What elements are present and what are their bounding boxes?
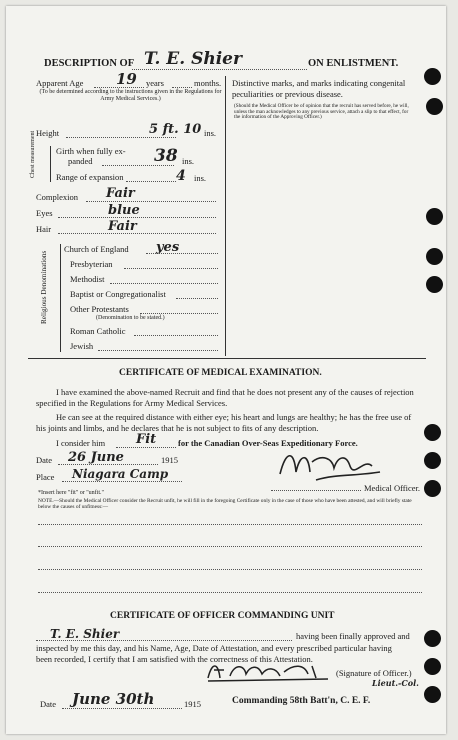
complexion-value: Fair [106, 186, 135, 201]
punch-hole [426, 98, 443, 115]
title-left: DESCRIPTION OF [44, 58, 135, 69]
months-label: months. [194, 78, 222, 88]
medical-place-value: Niagara Camp [72, 467, 169, 481]
expansion-value: 4 [176, 168, 186, 184]
officer-date-label: Date [40, 699, 57, 709]
girth-value: 38 [154, 146, 178, 166]
medical-date-label: Date [36, 455, 53, 465]
religion-value-church-of-england: yes [156, 240, 180, 255]
title-right: ON ENLISTMENT. [308, 58, 399, 69]
religion-item-baptist: Baptist or Congregationalist [70, 289, 166, 299]
officer-recruit-name: T. E. Shier [50, 627, 120, 641]
religion-side-label: Religious Denominations [40, 250, 48, 324]
punch-hole [424, 480, 441, 497]
medical-para-1: I have examined the above-named Recruit and find that he does not present any of the causes of rejection specified in the Regulations for Army Medical Services. [36, 387, 414, 408]
medical-officer-label: Medical Officer. [364, 483, 421, 493]
age-value: 19 [116, 70, 137, 88]
religion-item-jewish: Jewish [70, 341, 94, 351]
officer-signature-label: (Signature of Officer.) [336, 668, 412, 678]
officer-text-3: been recorded, I certify that I am satisfied with the correctness of this Attestation. [36, 654, 313, 664]
officer-rank: Lieut.-Col. [372, 678, 419, 688]
consider-label: I consider him [56, 438, 106, 448]
officer-text-2: inspected by me this day, and his Name, Age, Date of Attestation, and every prescribed particular having [36, 643, 392, 653]
complexion-label: Complexion [36, 192, 79, 202]
insert-note: *Insert here "fit" or "unfit." [38, 490, 104, 496]
punch-hole [426, 248, 443, 265]
marks-note: (Should the Medical Officer be of opinion that the recruit has served before, he will, unless the man acknowledges to any previous service, attach a slip to that effect, for the information of the Approving Officer.) [234, 103, 409, 121]
height-unit: ins. [204, 128, 217, 138]
column-divider [225, 76, 226, 356]
blank-line-2 [38, 546, 422, 547]
medical-date-year: 1915 [161, 455, 178, 465]
years-label: years [146, 78, 164, 88]
officer-text-1: having been finally approved and [296, 631, 410, 641]
hair-label: Hair [36, 224, 52, 234]
punch-hole [424, 658, 441, 675]
girth-label-1: Girth when fully ex- [56, 146, 126, 156]
blank-line-1 [38, 524, 422, 525]
punch-hole [426, 276, 443, 293]
officer-title: CERTIFICATE OF OFFICER COMMANDING UNIT [110, 611, 335, 621]
religion-item-presbyterian: Presbyterian [70, 259, 113, 269]
marks-heading: Distinctive marks, and marks indicating congenital peculiarities or previous disease. [232, 78, 406, 99]
officer-signature [204, 658, 334, 684]
name-line [132, 69, 307, 70]
religion-item-methodist: Methodist [70, 274, 105, 284]
punch-hole [424, 452, 441, 469]
age-note: (To be determined according to the instructions given in the Regulations for Army Medical Services.) [39, 89, 222, 102]
consider-value: Fit [136, 432, 157, 447]
punch-hole [424, 68, 441, 85]
religion-item-roman-catholic: Roman Catholic [70, 326, 126, 336]
chest-label: Chest measurement [30, 130, 36, 178]
girth-unit: ins. [182, 156, 195, 166]
blank-line-3 [38, 569, 422, 570]
punch-hole [426, 208, 443, 225]
height-value: 5 ft. 10 [149, 122, 202, 137]
medical-title: CERTIFICATE OF MEDICAL EXAMINATION. [119, 368, 322, 378]
punch-hole [424, 630, 441, 647]
officer-date-year: 1915 [184, 699, 201, 709]
blank-line-4 [38, 592, 422, 593]
hair-value: Fair [108, 219, 137, 234]
eyes-label: Eyes [36, 208, 53, 218]
medical-place-label: Place [36, 472, 55, 482]
expansion-label: Range of expansion [56, 172, 124, 182]
height-label: Height [36, 128, 60, 138]
unfit-note: NOTE.—Should the Medical Officer consider the Recruit unfit, he will fill in the foregoing Certificate only in the case of those who have been attested, and will briefly state below the causes of unfitness:— [38, 498, 412, 510]
apparent-age-label: Apparent Age [36, 78, 84, 88]
officer-date-value: June 30th [72, 690, 155, 708]
punch-hole [424, 424, 441, 441]
religion-item-other-protestants: Other Protestants [70, 304, 129, 314]
medical-date-value: 26 June [68, 450, 124, 465]
eyes-value: blue [108, 203, 140, 218]
medical-para-2: He can see at the required distance with either eye; his heart and lungs are healthy; he has the free use of his joints and limbs, and he declares that he is not subject to fits of any description. [36, 412, 412, 433]
commanding-text: Commanding 58th Batt'n, C. E. F. [232, 696, 371, 706]
expansion-unit: ins. [194, 173, 207, 183]
religion-item-church-of-england: Church of England [64, 244, 129, 254]
recruit-name: T. E. Shier [144, 49, 242, 69]
punch-hole [424, 686, 441, 703]
consider-suffix: for the Canadian Over-Seas Expeditionary Force. [178, 438, 358, 448]
enlistment-form [6, 6, 446, 734]
girth-label-2: panded [68, 156, 93, 166]
religion-denomination-note: (Denomination to be stated.) [96, 315, 165, 321]
